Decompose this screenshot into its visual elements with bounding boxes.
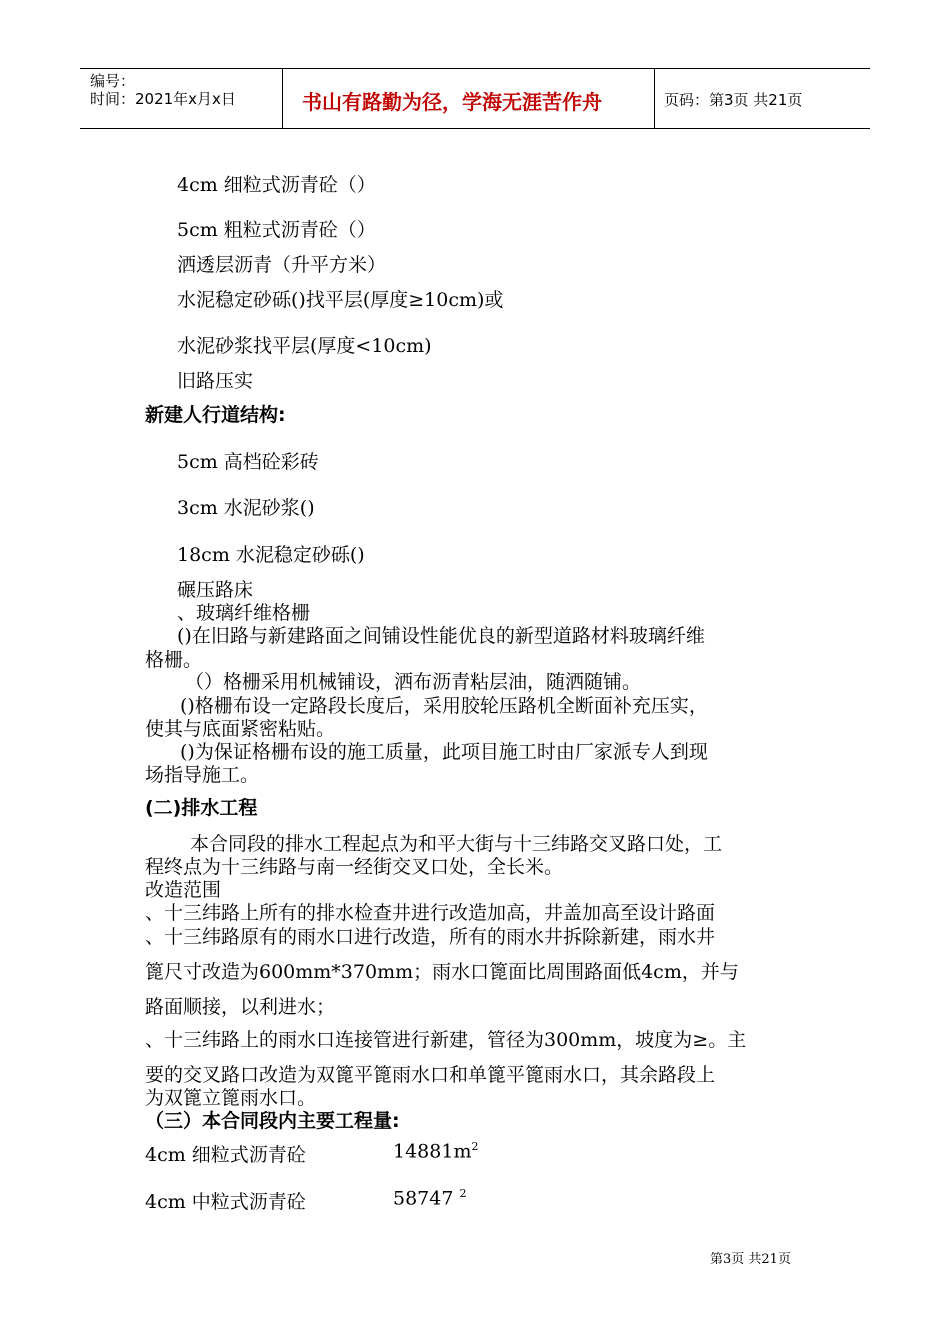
body-line: ()格栅布设一定路段长度后，采用胶轮压路机全断面补充压实， bbox=[180, 695, 708, 717]
body-line: 18cm 水泥稳定砂砾() bbox=[177, 544, 365, 566]
body-line: ()在旧路与新建路面之间铺设性能优良的新型道路材料玻璃纤维 bbox=[177, 625, 705, 647]
body-line: 格栅。 bbox=[145, 649, 203, 671]
body-line: 5cm 粗粒式沥青砼（） bbox=[177, 219, 376, 241]
body-line: 、十三纬路上所有的排水检查井进行改造加高，井盖加高至设计路面 bbox=[145, 902, 716, 924]
body-line: 5cm 高档砼彩砖 bbox=[177, 451, 319, 473]
body-line: 篦尺寸改造为600mm*370mm；雨水口篦面比周围路面低4cm，并与 bbox=[145, 961, 739, 983]
body-line: 、玻璃纤维格栅 bbox=[177, 602, 311, 624]
quantity-item-value bbox=[393, 1187, 467, 1209]
body-line: 3cm 水泥砂浆() bbox=[177, 497, 315, 519]
body-line: ()为保证格栅布设的施工质量，此项目施工时由厂家派专人到现 bbox=[180, 741, 708, 763]
header-time-label: 时间：2021年x月x日 bbox=[90, 90, 236, 108]
body-line: 水泥稳定砂砾()找平层(厚度≥10cm)或 bbox=[177, 289, 504, 311]
body-line: 本合同段的排水工程起点为和平大街与十三纬路交叉路口处，工 bbox=[190, 833, 723, 855]
section-heading: 新建人行道结构: bbox=[145, 404, 286, 426]
header-bottom-rule bbox=[80, 128, 870, 129]
body-line: 水泥砂浆找平层(厚度<10cm) bbox=[177, 335, 432, 357]
header-code-label: 编号： bbox=[90, 72, 136, 90]
quantity-item-name: 4cm 细粒式沥青砼 bbox=[145, 1144, 306, 1166]
header-page-label: 页码：第3页 共21页 bbox=[664, 91, 803, 109]
header-top-rule bbox=[80, 68, 870, 69]
body-line: 旧路压实 bbox=[177, 370, 254, 392]
body-line: 程终点为十三纬路与南一经街交叉口处，全长米。 bbox=[145, 856, 564, 878]
quantity-value-text: 14881m bbox=[393, 1140, 472, 1163]
body-line: 场指导施工。 bbox=[145, 764, 260, 786]
body-line: 路面顺接，以利进水； bbox=[145, 996, 336, 1018]
body-line: 4cm 细粒式沥青砼（） bbox=[177, 174, 376, 196]
quantity-item-value bbox=[393, 1140, 478, 1162]
quantity-value-superscript: 2 bbox=[459, 1187, 467, 1200]
body-line: 改造范围 bbox=[145, 879, 222, 901]
body-line: 要的交叉路口改造为双篦平篦雨水口和单篦平篦雨水口，其余路段上 bbox=[145, 1064, 716, 1086]
body-line: 使其与底面紧密粘贴。 bbox=[145, 718, 336, 740]
quantity-value-superscript: 2 bbox=[471, 1140, 479, 1153]
section-heading: (二)排水工程 bbox=[145, 797, 258, 819]
quantity-item-name: 4cm 中粒式沥青砼 bbox=[145, 1191, 306, 1213]
body-line: （）格栅采用机械铺设，洒布沥青粘层油，随洒随铺。 bbox=[185, 671, 642, 693]
quantity-value-text: 58747 bbox=[393, 1187, 454, 1210]
header-divider-right bbox=[654, 68, 655, 129]
body-line: 、十三纬路原有的雨水口进行改造，所有的雨水井拆除新建，雨水井 bbox=[145, 926, 716, 948]
body-line: 为双篦立篦雨水口。 bbox=[145, 1087, 317, 1109]
header-motto: 书山有路勤为径，学海无涯苦作舟 bbox=[302, 90, 602, 114]
body-line: 碾压路床 bbox=[177, 579, 254, 601]
section-heading: （三）本合同段内主要工程量: bbox=[145, 1110, 400, 1132]
body-line: 洒透层沥青（升平方米） bbox=[177, 254, 387, 276]
footer-page-number: 第3页 共21页 bbox=[710, 1252, 791, 1267]
header-divider-left bbox=[282, 68, 283, 129]
body-line: 、十三纬路上的雨水口连接管进行新建，管径为300mm，坡度为≥。主 bbox=[145, 1029, 747, 1051]
